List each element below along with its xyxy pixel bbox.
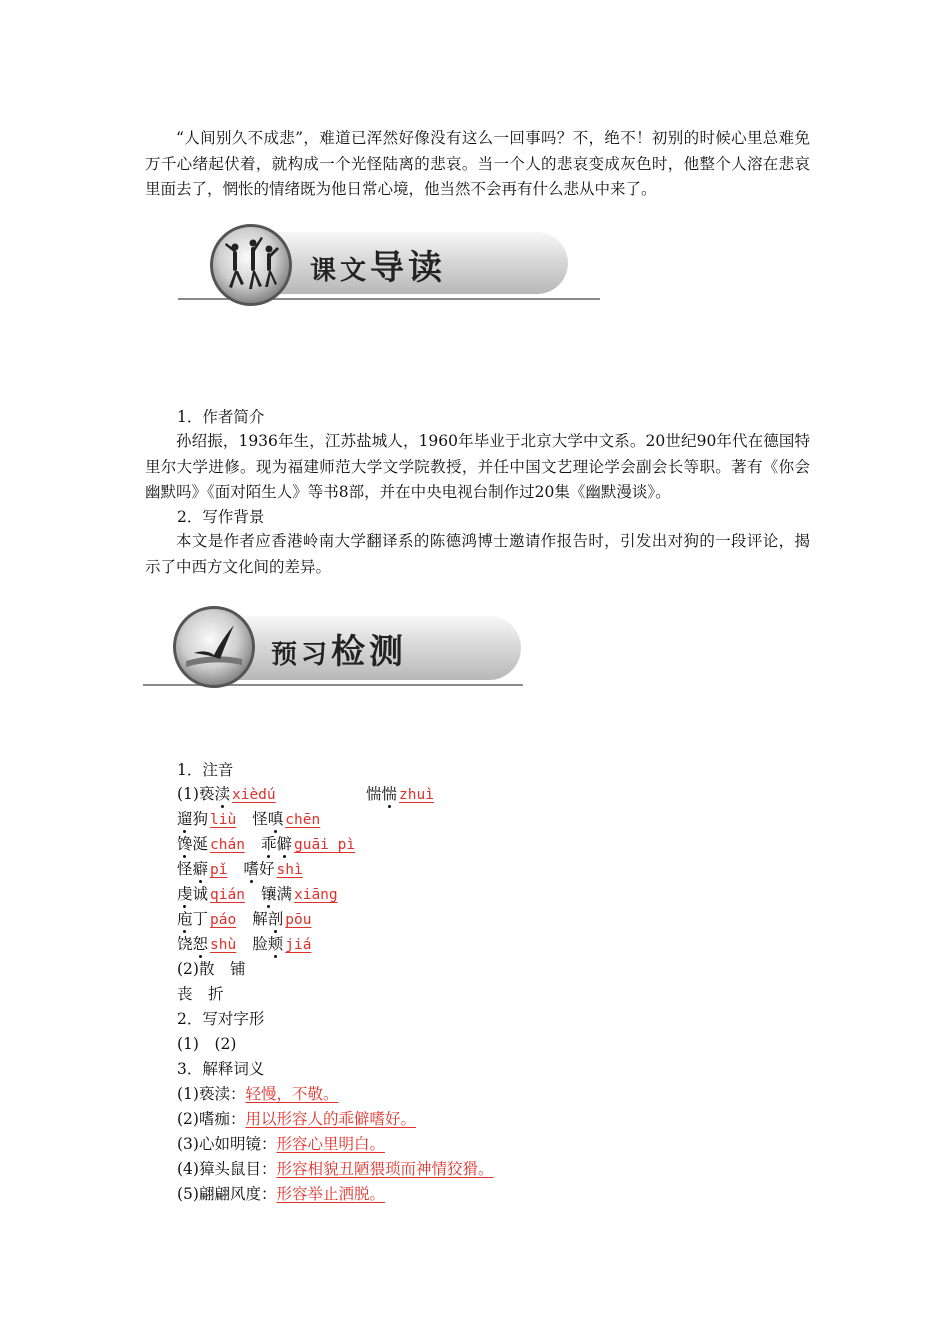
pronunciation-row-2: 遛狗 liù 怪嗔 chēn: [177, 810, 321, 828]
glyph-heading: 2．写对字形: [177, 1010, 265, 1028]
definition-item: (4)獐头鼠目：形容相貌丑陋猥琐而神情狡猾。: [177, 1160, 494, 1178]
background-heading: 2．写作背景: [177, 508, 265, 526]
definition-heading: 3．解释词义: [177, 1060, 265, 1078]
pronunciation-row-5: 虔诚 qián 镶满 xiāng: [177, 885, 338, 903]
banner-preview-test: [143, 604, 523, 690]
pronunciation-row-3: 馋涎 chán 乖僻 guāi pì: [177, 835, 356, 853]
pronunciation-row-7: 饶恕 shù 脸颊 jiá: [177, 935, 312, 953]
glyph-row: (1) (2): [177, 1035, 237, 1053]
banner1-small-text: 课文: [310, 256, 371, 286]
banner2-small-text: 预习: [271, 640, 332, 670]
pronunciation-row-6: 庖丁 páo 解剖 pōu: [177, 910, 312, 928]
answer-text: xièdú: [231, 787, 276, 803]
author-paragraph: 孙绍振，1936年生，江苏盐城人，1960年毕业于北京大学中文系。20世纪90年代在德国特里尔大学进修。现为福建师范大学文学院教授，并任中国文艺理论学会副会长等职。著有《你会幽默吗》《面对陌生人》等书8部，并在中央电视台制作过20集《幽默漫谈》。: [145, 432, 810, 501]
definition-item: (5)翩翩风度：形容举止洒脱。: [177, 1185, 385, 1203]
definition-item: (2)嗜痂：用以形容人的乖僻嗜好。: [177, 1110, 416, 1128]
answer-text: zhuì: [399, 787, 434, 803]
pronunciation-row-8: (2)散 铺: [177, 960, 246, 978]
banner1-big-text: 导读: [370, 248, 447, 288]
background-paragraph: 本文是作者应香港岭南大学翻译系的陈德鸿博士邀请作报告时，引发出对狗的一段评论，揭示了中西方文化间的差异。: [145, 532, 810, 576]
author-heading: 1．作者简介: [177, 408, 265, 426]
bird-emblem-icon: [173, 606, 255, 688]
definition-item: (3)心如明镜：形容心里明白。: [177, 1135, 385, 1153]
definition-item: (1)亵渎：轻慢，不敬。: [177, 1085, 339, 1103]
pronunciation-row-4: 怪癖 pǐ 嗜好 shì: [177, 860, 303, 878]
banner-lesson-guide: [178, 218, 600, 306]
pronunciation-row-1: (1)亵渎 xièdú: [177, 785, 276, 803]
pronunciation-row-9: 丧 折: [177, 985, 224, 1003]
banner2-big-text: 检测: [331, 632, 408, 672]
pronunciation-heading: 1．注音: [177, 761, 234, 779]
pronunciation-row-1b: 惴惴 zhuì: [366, 785, 434, 803]
intro-paragraph: “人间别久不成悲”，难道已浑然好像没有这么一回事吗？不，绝不！初别的时候心里总难免万千心绪起伏着，就构成一个光怪陆离的悲哀。当一个人的悲哀变成灰色时，他整个人溶在悲哀里面去了，惘怅的情绪既为他日常心境，他当然不会再有什么悲从中来了。: [145, 129, 810, 198]
dancers-emblem-icon: [210, 224, 292, 306]
